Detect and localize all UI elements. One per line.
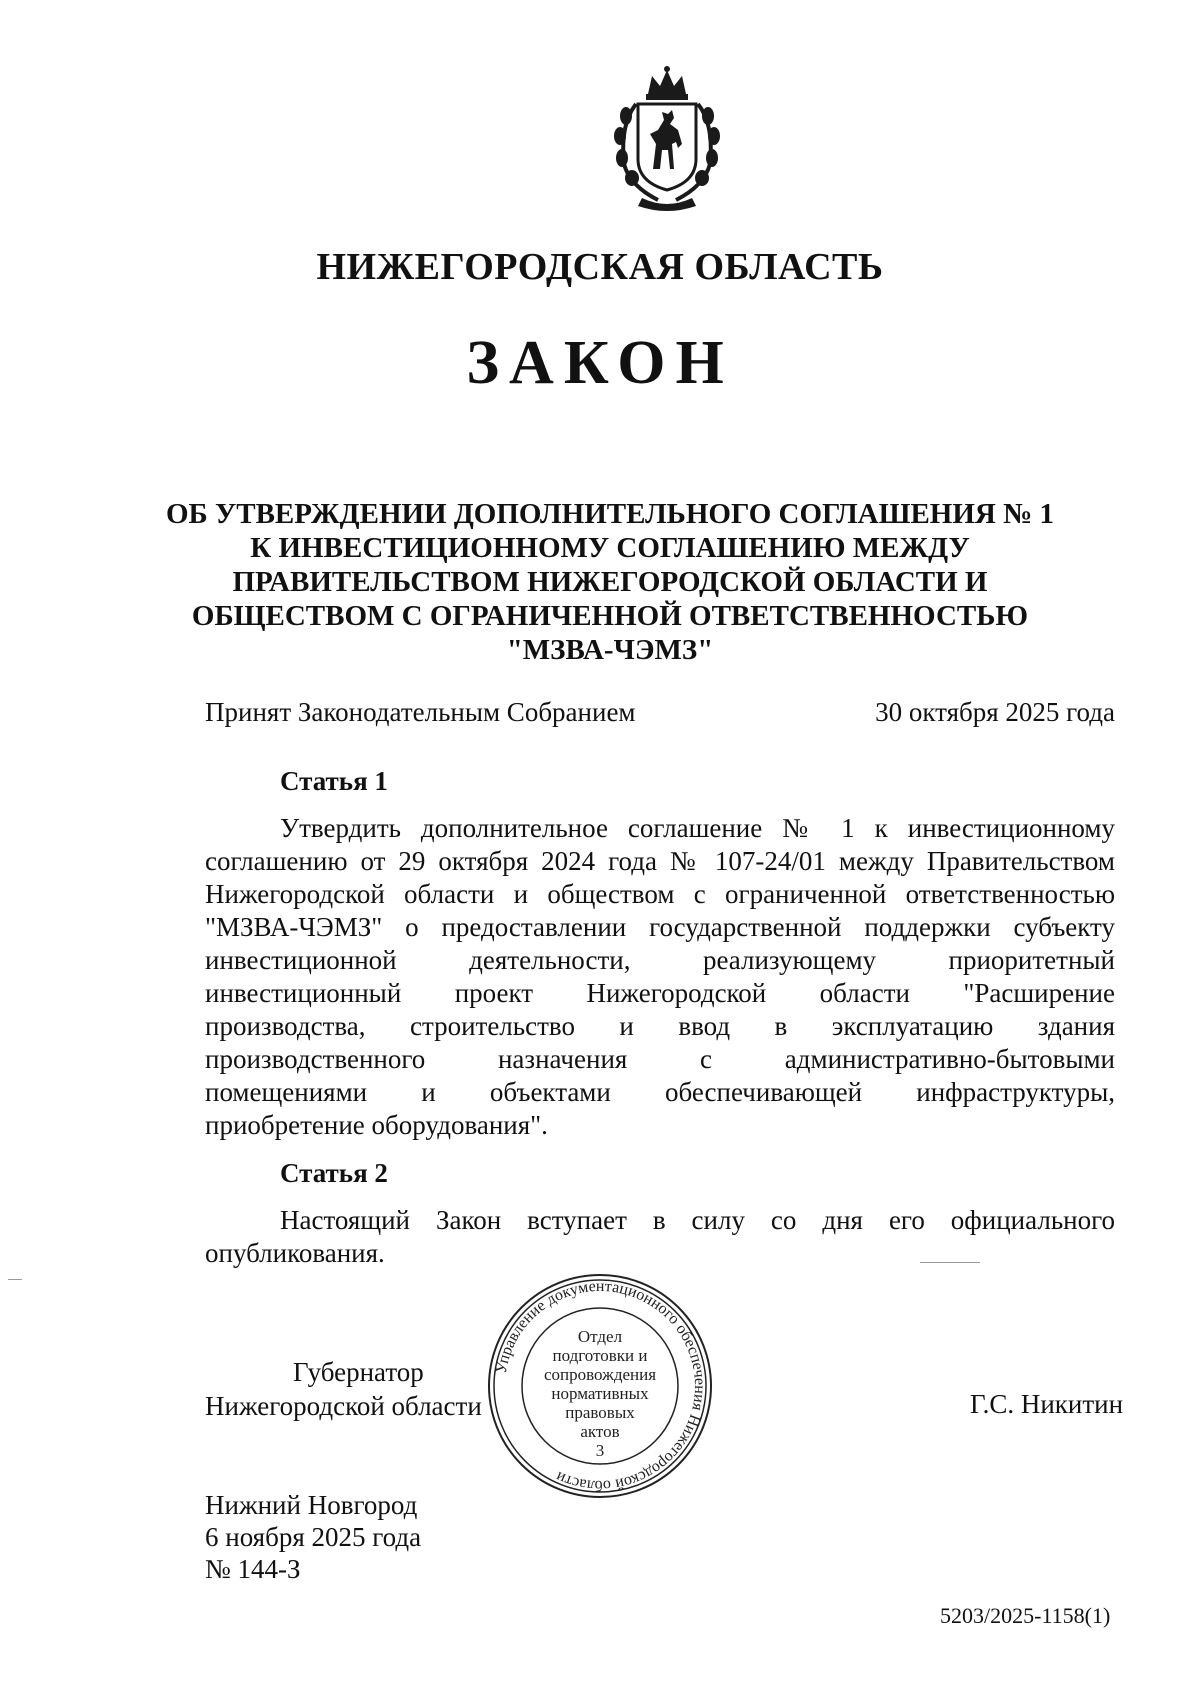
- article-1-line: производства, строительство и ввод в эксплуатацию здания: [205, 1011, 1115, 1041]
- official-stamp: [486, 1272, 714, 1500]
- article-1-line: Нижегородской области и обществом с ограниченной ответственностью: [205, 879, 1115, 909]
- article-2-heading: Статья 2: [280, 1158, 388, 1188]
- document-type-heading: ЗАКОН: [466, 329, 734, 397]
- divider-line: [920, 1262, 980, 1263]
- article-1-body: [205, 812, 1115, 1142]
- governor-name: Г.С. Никитин: [970, 1389, 1124, 1419]
- article-1-line: инвестиционной деятельности, реализующему приоритетный: [205, 945, 1115, 975]
- law-title-line: К ИНВЕСТИЦИОННОМУ СОГЛАШЕНИЮ МЕЖДУ: [250, 532, 970, 564]
- article-2-line: опубликования.: [205, 1238, 385, 1268]
- place-date-block: [205, 1489, 421, 1585]
- adoption-row: [205, 697, 1115, 728]
- law-title: [150, 497, 1070, 667]
- article-1-line: помещениями и объектами обеспечивающей инфраструктуры,: [205, 1077, 1115, 1107]
- adoption-label: Принят Законодательным Собранием: [205, 697, 636, 727]
- stamp-inner-line: подготовки и: [552, 1346, 648, 1365]
- stamp-inner-line: 3: [595, 1441, 605, 1460]
- city: Нижний Новгород: [205, 1490, 418, 1520]
- coat-of-arms-icon: [598, 64, 736, 214]
- stamp-inner-line: актов: [580, 1422, 620, 1441]
- stamp-outer-text: Управление документационного обеспечения Нижегородской области: [492, 1277, 709, 1495]
- governor-title: [205, 1355, 482, 1423]
- law-title-line: ПРАВИТЕЛЬСТВОМ НИЖЕГОРОДСКОЙ ОБЛАСТИ И: [232, 566, 988, 598]
- article-1-line: "МЗВА-ЧЭМЗ" о предоставлении государственной поддержки субъекту: [205, 912, 1115, 942]
- governor-title-line2: Нижегородской области: [205, 1391, 482, 1421]
- registration-number: 5203/2025-1158(1): [940, 1603, 1111, 1628]
- signing-date: 6 ноября 2025 года: [205, 1522, 422, 1552]
- stamp-inner-line: Отдел: [577, 1327, 623, 1346]
- divider-line: [8, 1279, 22, 1280]
- article-1-line: производственного назначения с административно-бытовыми: [205, 1044, 1115, 1074]
- article-1-line: Утвердить дополнительное соглашение № 1 к инвестиционному: [280, 813, 1115, 843]
- stamp-inner-line: сопровождения: [543, 1365, 657, 1384]
- law-number: № 144-З: [205, 1554, 301, 1584]
- region-heading: НИЖЕГОРОДСКАЯ ОБЛАСТЬ: [316, 246, 884, 288]
- law-title-line: "МЗВА-ЧЭМЗ": [506, 634, 714, 666]
- article-2-body: [205, 1204, 1115, 1270]
- article-1-line: приобретение оборудования".: [205, 1110, 548, 1140]
- article-1-heading: Статья 1: [280, 766, 388, 796]
- stamp-inner-line: правовых: [565, 1403, 635, 1422]
- law-title-line: ОБЩЕСТВОМ С ОГРАНИЧЕННОЙ ОТВЕТСТВЕННОСТЬЮ: [191, 600, 1029, 632]
- article-1-line: соглашению от 29 октября 2024 года № 107-24/01 между Правительством: [205, 846, 1115, 876]
- law-title-line: ОБ УТВЕРЖДЕНИИ ДОПОЛНИТЕЛЬНОГО СОГЛАШЕНИЯ № 1: [165, 498, 1055, 530]
- article-1-line: инвестиционный проект Нижегородской области "Расширение: [205, 978, 1115, 1008]
- adoption-date: 30 октября 2025 года: [875, 697, 1115, 727]
- governor-title-line1: Губернатор: [293, 1357, 424, 1387]
- stamp-inner-line: нормативных: [551, 1384, 649, 1403]
- article-2-line: Настоящий Закон вступает в силу со дня его официального: [280, 1205, 1115, 1235]
